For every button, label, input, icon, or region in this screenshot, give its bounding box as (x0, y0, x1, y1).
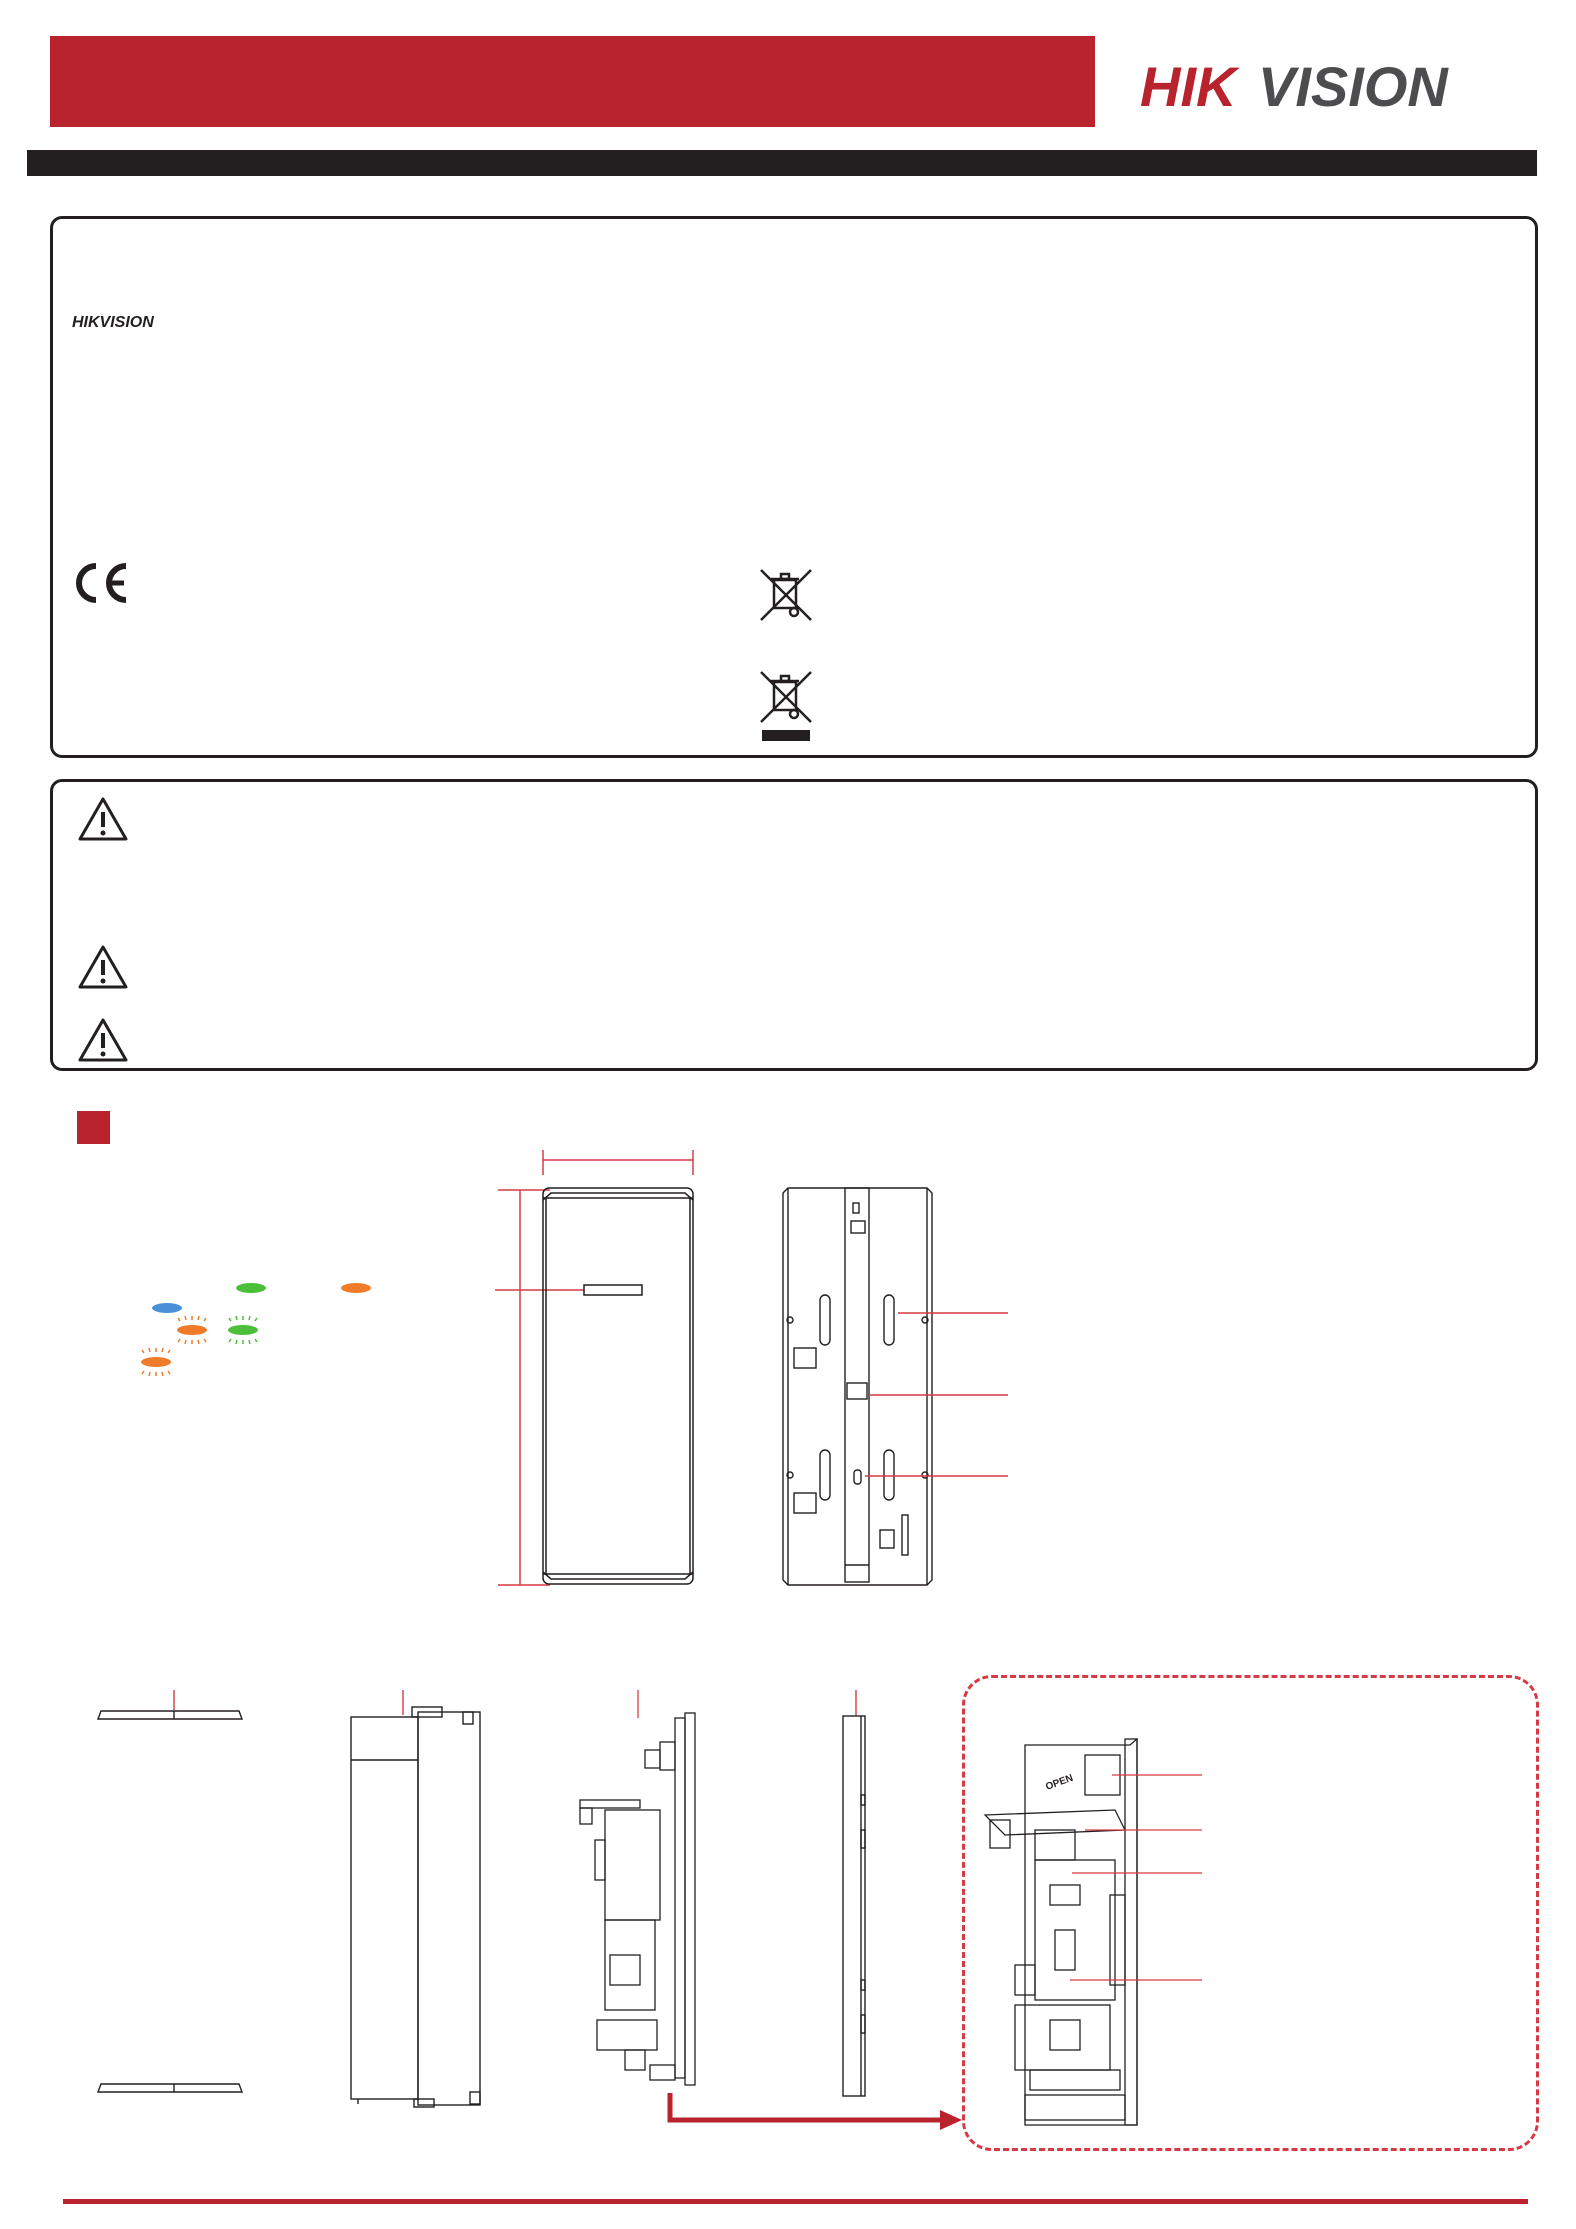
weee-bin-with-bar-icon (757, 668, 815, 744)
ce-mark-icon (74, 562, 132, 604)
title-bar (27, 150, 1537, 176)
back-view-drawing (780, 1185, 1010, 1605)
orange-flashing-led-icon (177, 1316, 207, 1344)
board-open-label: OPEN (1044, 1772, 1075, 1793)
green-flashing-led-icon (228, 1316, 258, 1344)
small-hikvision-logo (72, 312, 162, 332)
blue-led-icon (152, 1303, 182, 1313)
top-bottom-view-drawing (95, 1690, 255, 2110)
indicator-legend (140, 1270, 390, 1390)
detail-internal-drawing (975, 1735, 1205, 2130)
logo-text-vision: VISION (1258, 55, 1448, 118)
warning-triangle-icon (77, 944, 129, 990)
logo-text-hik: HIK (1140, 55, 1237, 118)
orange-led-icon (341, 1283, 371, 1293)
orange-flashing-led-icon (141, 1348, 171, 1376)
hikvision-logo (1140, 54, 1470, 118)
weee-bin-icon (757, 566, 815, 622)
front-view-drawing (490, 1150, 700, 1600)
warning-triangle-icon (77, 1017, 129, 1063)
small-logo-text: HIKVISION (72, 314, 154, 331)
warning-triangle-icon (77, 796, 129, 842)
callout-arrow-icon (660, 2090, 980, 2130)
thin-side-view-drawing (837, 1690, 897, 2110)
section-marker (77, 1111, 110, 1144)
caution-panel (50, 779, 1538, 1071)
footer-rule (63, 2199, 1528, 2204)
side-view-drawing (348, 1690, 508, 2115)
green-led-icon (236, 1283, 266, 1293)
internal-side-view-drawing (565, 1690, 715, 2110)
header-banner (50, 36, 1095, 127)
